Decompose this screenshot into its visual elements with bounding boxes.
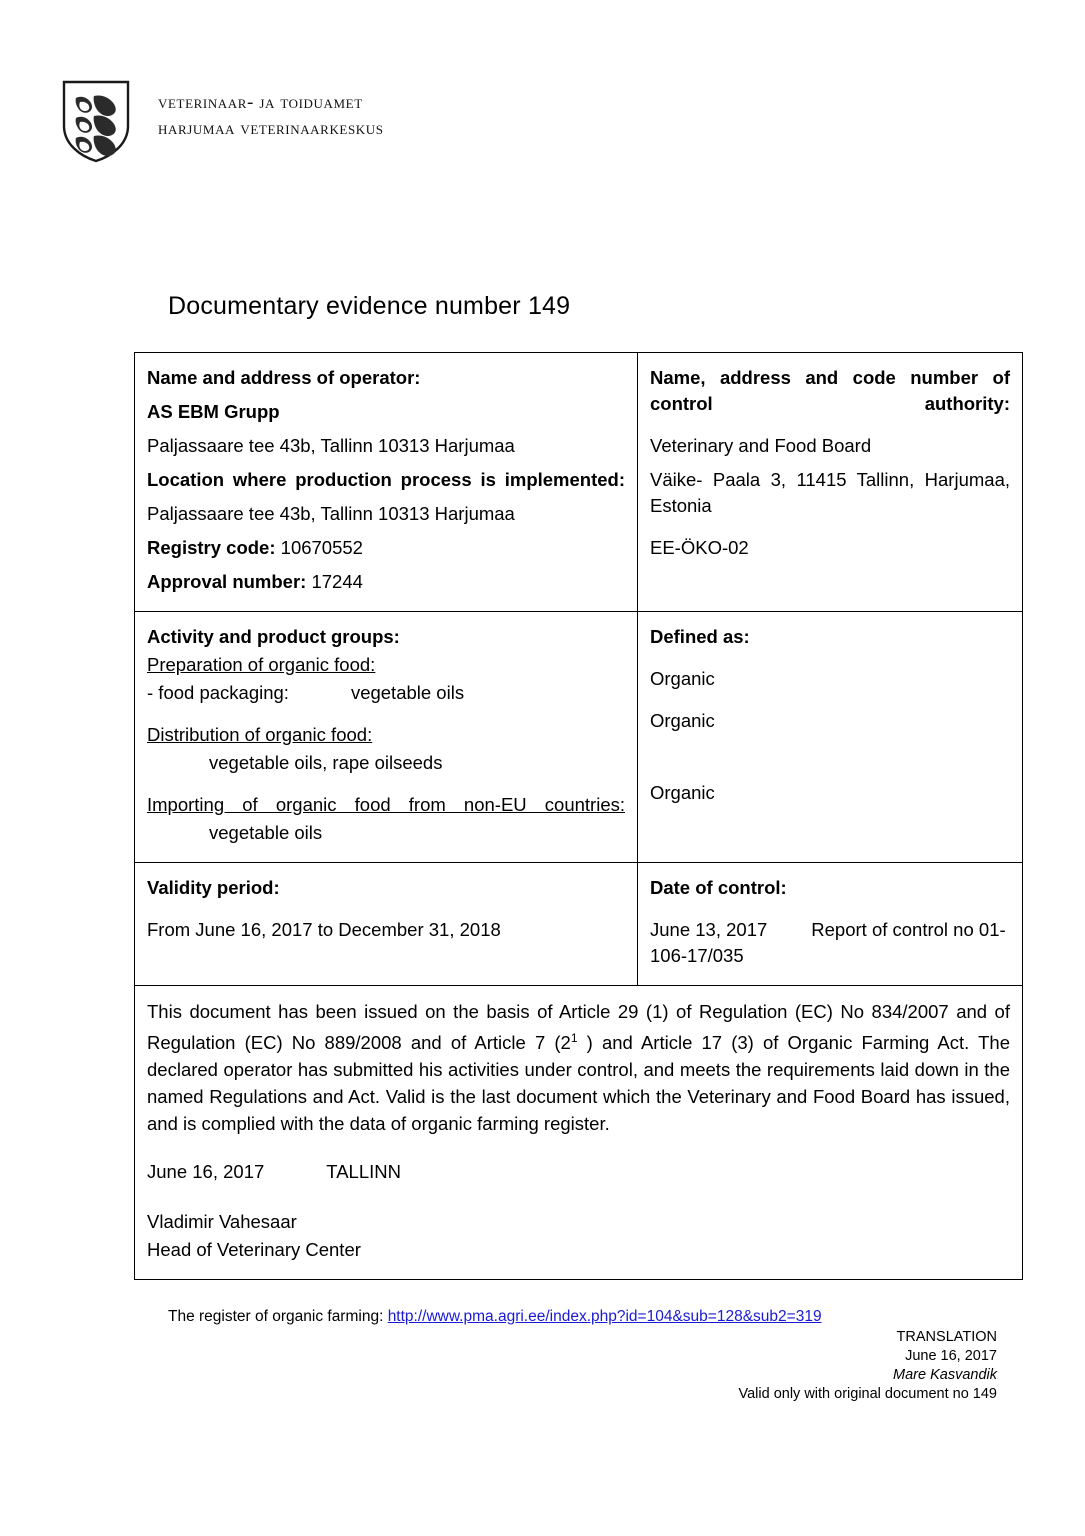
signatory-name: Vladimir Vahesaar <box>147 1211 297 1233</box>
register-link[interactable]: http://www.pma.agri.ee/index.php?id=104&sub=128&sub2=319 <box>387 1308 822 1325</box>
control-report: Report of control no 01-106-17/035 <box>650 919 1006 966</box>
activity-group1-products: vegetable oils <box>350 682 465 703</box>
translation-validity-note: Valid only with original document no 149 <box>738 1386 997 1402</box>
table-row-legal-text <box>135 986 1023 1280</box>
defined-label: Defined as: <box>650 626 750 647</box>
registry-code-label: Registry code: <box>147 537 276 558</box>
translation-note <box>739 1328 997 1404</box>
register-label: The register of organic farming: <box>168 1308 384 1325</box>
org-line-authority: veterinaar- ja toiduamet <box>158 92 363 113</box>
cell-operator <box>135 353 638 612</box>
register-line <box>168 1308 822 1326</box>
approval-number-value: 17244 <box>311 571 363 592</box>
validity-value: From June 16, 2017 to December 31, 2018 <box>147 919 501 940</box>
control-line <box>650 917 1010 969</box>
table-row-operator <box>135 353 1023 612</box>
table-row-activity <box>135 612 1023 863</box>
control-date: June 13, 2017 <box>650 919 768 940</box>
activity-group2-products: vegetable oils, rape oilseeds <box>209 752 443 773</box>
signature-date-line <box>147 1159 1010 1185</box>
cell-control-authority <box>638 353 1023 612</box>
operator-location-label: Location where production process is implemented: <box>147 469 625 490</box>
page-title: Documentary evidence number 149 <box>168 292 571 320</box>
cell-validity-period <box>135 863 638 986</box>
control-label: Date of control: <box>650 877 787 898</box>
operator-label: Name and address of operator: <box>147 367 421 388</box>
cell-defined-as <box>638 612 1023 863</box>
activity-group3-line <box>147 820 625 846</box>
approval-number-label: Approval number: <box>147 571 307 592</box>
operator-name: AS EBM Grupp <box>147 401 280 422</box>
sign-place: TALLINN <box>326 1161 401 1183</box>
operator-location-address: Paljassaare tee 43b, Tallinn 10313 Harjumaa <box>147 503 515 524</box>
activity-group1-line <box>147 680 625 706</box>
table-row-validity <box>135 863 1023 986</box>
certificate-table <box>134 352 1023 1280</box>
cell-legal-text <box>135 986 1023 1280</box>
authority-address: Väike- Paala 3, 11415 Tallinn, Harjumaa, Estonia <box>650 469 1010 516</box>
defined-value-1: Organic <box>650 668 715 689</box>
cell-activity-groups <box>135 612 638 863</box>
activity-group2-line <box>147 750 625 776</box>
approval-number <box>147 569 625 595</box>
sign-date: June 16, 2017 <box>147 1161 265 1183</box>
activity-group1-items: - food packaging: <box>147 682 289 703</box>
defined-value-3: Organic <box>650 782 715 803</box>
authority-name: Veterinary and Food Board <box>650 435 872 456</box>
legal-text-part1: This document has been issued on the basis of Article 29 (1) of Regulation (EC) No 834/2007 and of Regulation (EC) No 889/2008 and of Article 7 (2 <box>147 1001 1010 1054</box>
authority-label: Name, address and code number of control authority: <box>650 367 1010 414</box>
translation-label: TRANSLATION <box>896 1329 997 1345</box>
estonian-coat-of-arms-icon <box>60 78 132 164</box>
activity-group3-title: Importing of organic food from non-EU countries: <box>147 794 625 815</box>
legal-text-part2: ) and Article 17 (3) of Organic Farming Act. The declared operator has submitted his activities under control, and meets the requirements laid down in the named Regulations and Act. Valid is the last document which the Veterinary and Food Board has issued, and is complied with the data of organic farming register. <box>147 1032 1010 1135</box>
registry-code <box>147 535 625 561</box>
operator-address: Paljassaare tee 43b, Tallinn 10313 Harjumaa <box>147 435 515 456</box>
validity-label: Validity period: <box>147 877 280 898</box>
defined-value-2: Organic <box>650 710 715 731</box>
translation-date: June 16, 2017 <box>905 1348 997 1364</box>
registry-code-value: 10670552 <box>280 537 363 558</box>
translator-name: Mare Kasvandik <box>893 1367 997 1383</box>
document-header <box>60 78 384 164</box>
signatory-title: Head of Veterinary Center <box>147 1239 361 1261</box>
authority-code: EE-ÖKO-02 <box>650 537 749 558</box>
legal-text-superscript: 1 <box>570 1031 578 1045</box>
activity-group1-title: Preparation of organic food: <box>147 654 376 675</box>
org-line-center: harjumaa veterinaarkeskus <box>158 118 384 139</box>
legal-paragraph <box>147 998 1010 1137</box>
organisation-name <box>158 78 384 142</box>
cell-date-of-control <box>638 863 1023 986</box>
activity-group3-products: vegetable oils <box>209 822 323 843</box>
activity-group2-title: Distribution of organic food: <box>147 724 373 745</box>
activity-label: Activity and product groups: <box>147 626 400 647</box>
